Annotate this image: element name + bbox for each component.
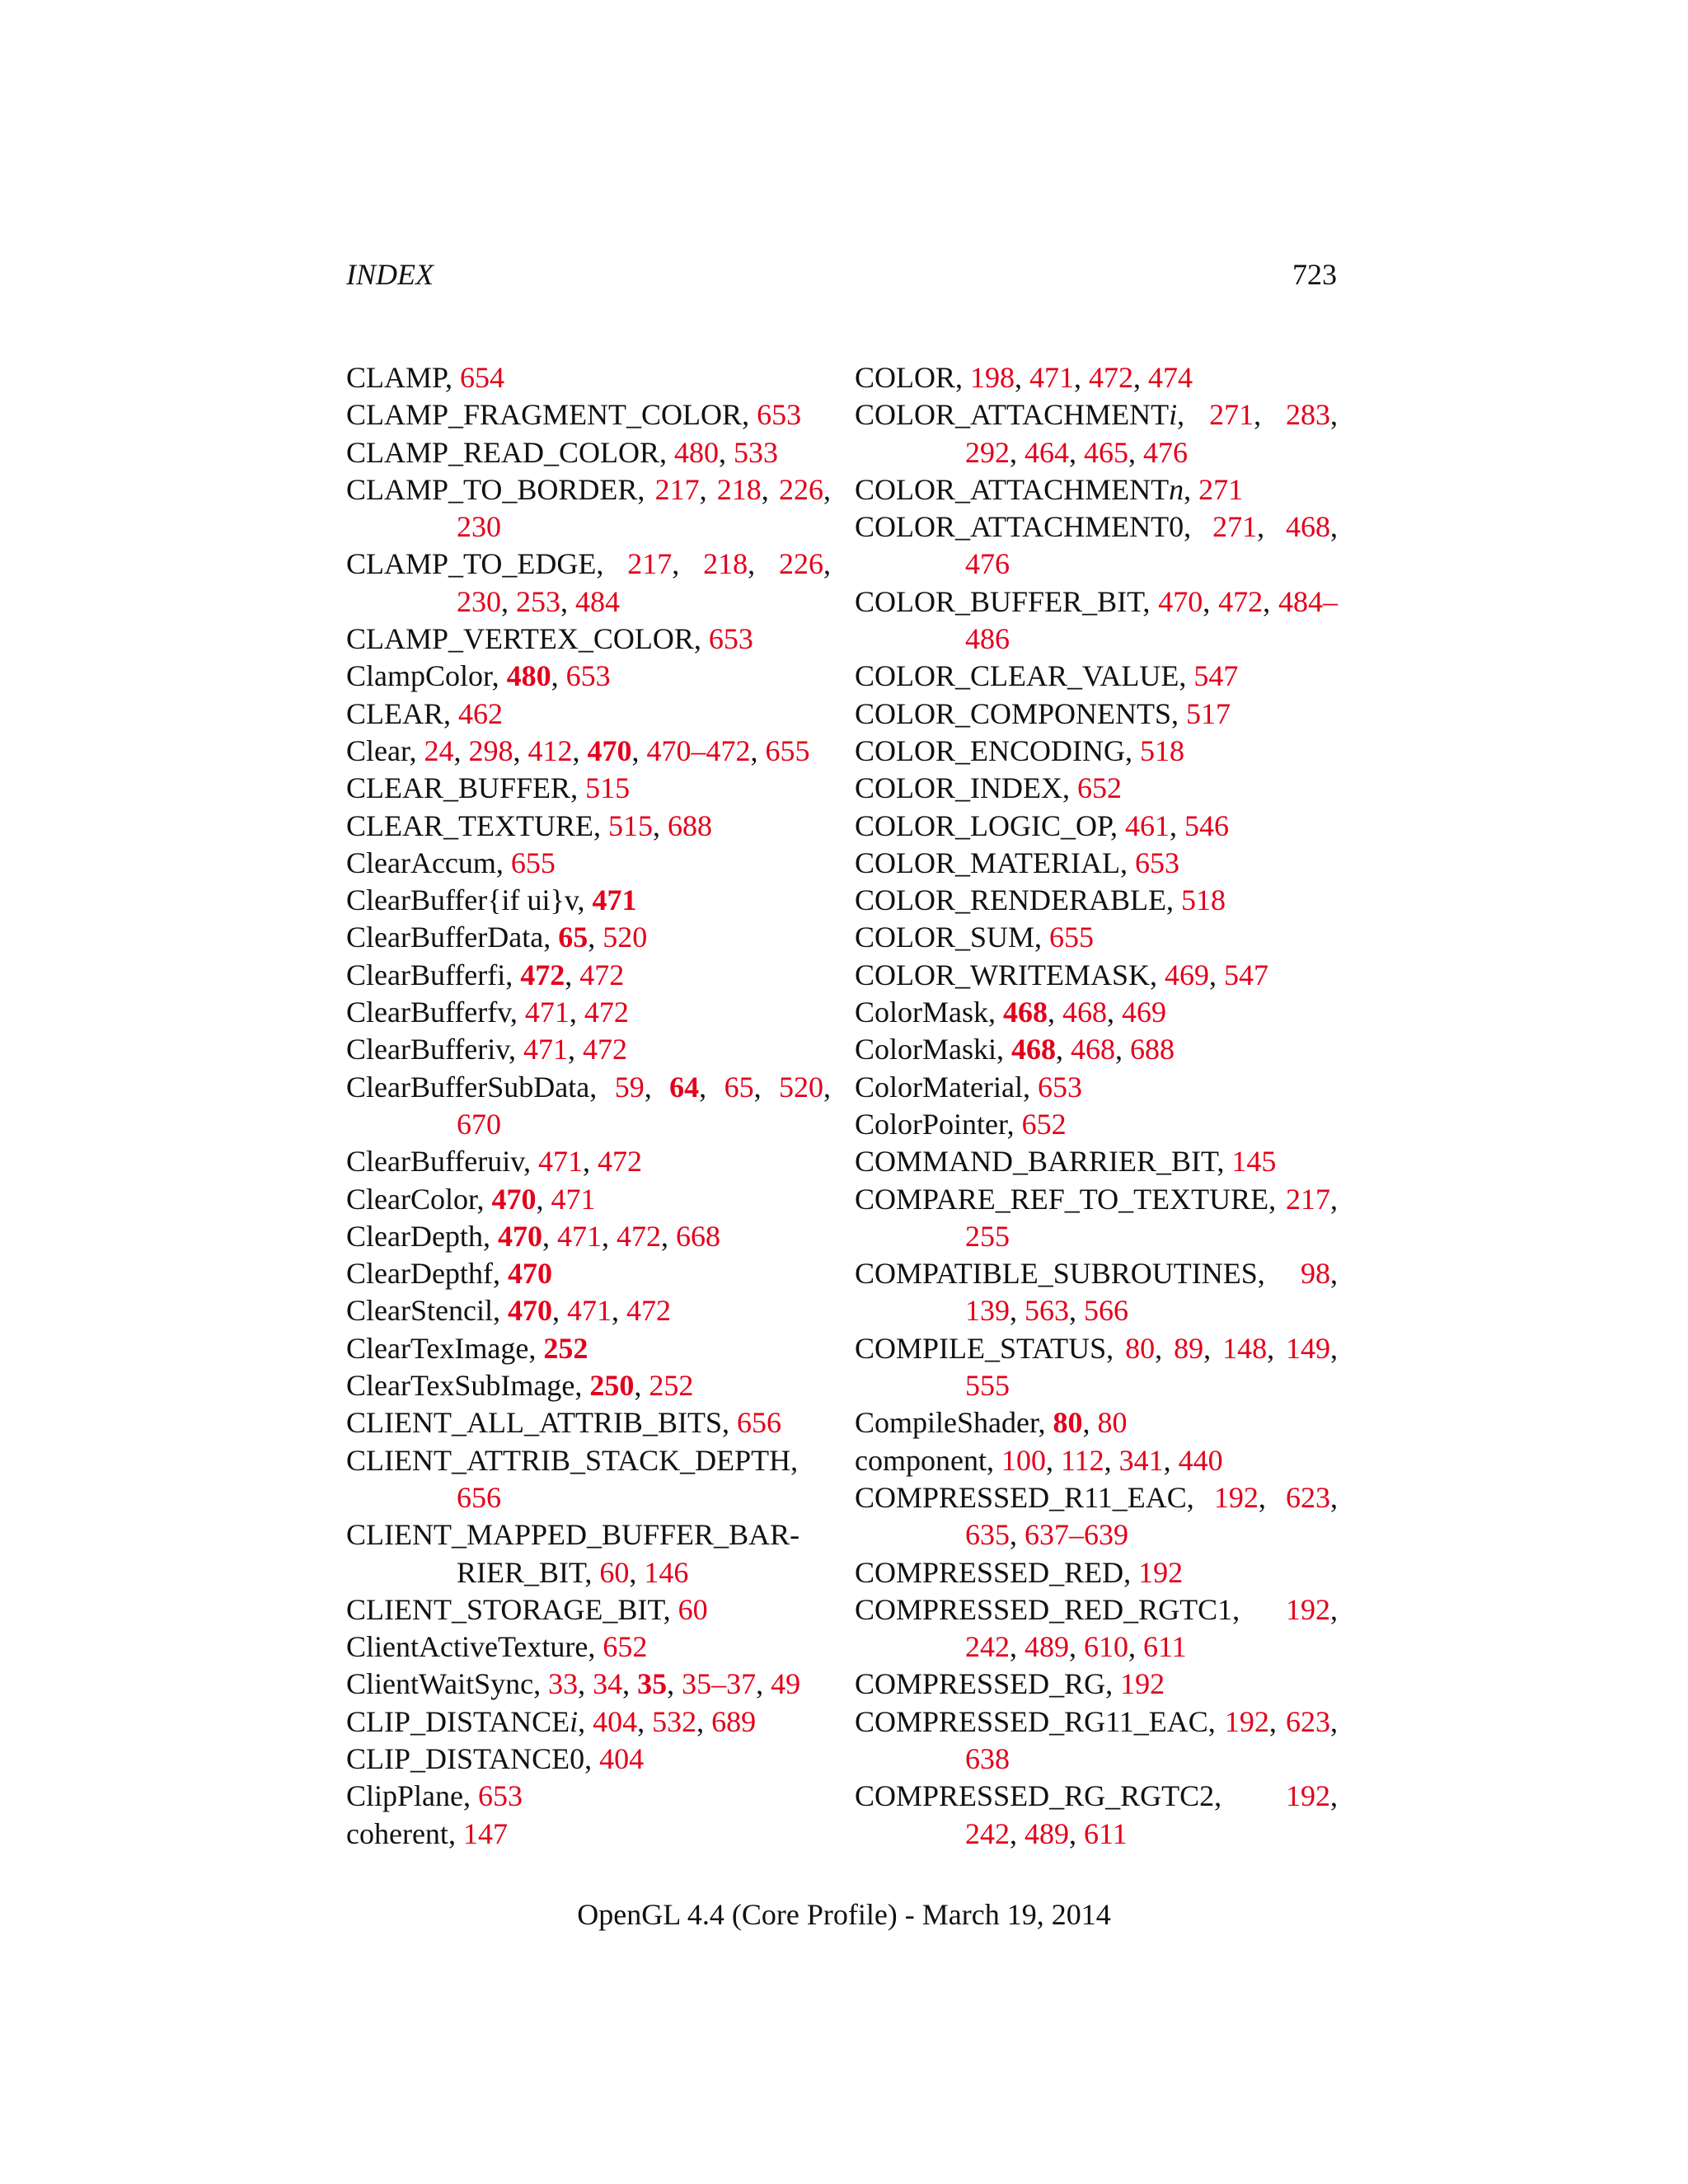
page-link[interactable]: 146: [644, 1555, 689, 1589]
page-link[interactable]: 610: [1084, 1630, 1128, 1664]
page-link[interactable]: 489: [1025, 1816, 1069, 1850]
index-term: CLEAR_TEXTURE: [346, 808, 593, 842]
page-link[interactable]: 489: [1025, 1630, 1069, 1664]
index-entry: CLAMP_TO_EDGE, 217, 218, 226, 230, 253, 484: [346, 547, 832, 618]
index-term: ClearBufferiv: [346, 1033, 509, 1066]
page-link[interactable]: 253: [516, 584, 560, 618]
page-link[interactable]: 147: [462, 1816, 508, 1850]
index-term: COLOR_RENDERABLE: [855, 883, 1166, 917]
index-entry: ClearBuffer{if ui}v, 471: [346, 883, 637, 917]
page-link[interactable]: 480: [674, 435, 720, 469]
index-term: ClearStencil: [346, 1294, 493, 1328]
index-entry: ClearAccum, 655: [346, 846, 556, 879]
page-link[interactable]: 145: [1231, 1145, 1277, 1179]
index-term: ClearAccum: [346, 846, 496, 879]
page-link[interactable]: 472: [616, 1219, 661, 1253]
page-link-definition[interactable]: 468: [1003, 996, 1048, 1029]
index-entry: COLOR, 198, 471, 472, 474: [855, 361, 1193, 394]
page-link[interactable]: 404: [593, 1704, 638, 1738]
page-link[interactable]: 192: [1286, 1779, 1330, 1813]
page-link[interactable]: 472: [626, 1294, 671, 1328]
index-term: ClearBufferData: [346, 921, 544, 954]
page-link[interactable]: 555: [965, 1369, 1010, 1403]
index-term: COLOR_CLEAR_VALUE: [855, 659, 1179, 693]
page-link[interactable]: 472: [584, 996, 629, 1029]
index-term: COMPRESSED_RG: [855, 1667, 1106, 1701]
index-term-variable: i: [1169, 398, 1178, 432]
page-link-definition[interactable]: 80: [1053, 1406, 1083, 1440]
page-link[interactable]: 688: [1130, 1033, 1175, 1066]
page-link[interactable]: 472: [597, 1145, 642, 1179]
index-entry: ClearBufferfv, 471, 472: [346, 996, 629, 1029]
index-term: ClipPlane: [346, 1779, 463, 1813]
index-entry: ClearBufferSubData, 59, 64, 65, 520, 670: [346, 1070, 831, 1141]
page-link[interactable]: 112: [1060, 1443, 1104, 1477]
page-link[interactable]: 652: [603, 1630, 648, 1664]
page-link[interactable]: 230: [457, 510, 501, 544]
index-term: ClearTexSubImage: [346, 1369, 575, 1403]
index-term: CLAMP_FRAGMENT_COLOR: [346, 398, 743, 432]
page-link[interactable]: 515: [585, 771, 631, 805]
index-entry: CLAMP, 654: [346, 361, 505, 394]
page-link[interactable]: 461: [1125, 808, 1170, 842]
page-link[interactable]: 218: [716, 472, 762, 506]
page-link[interactable]: 470–472: [646, 733, 751, 767]
index-entry: ClientWaitSync, 33, 34, 35, 35–37, 49: [346, 1667, 801, 1701]
page-link[interactable]: 255: [965, 1219, 1010, 1253]
page-link[interactable]: 465: [1084, 435, 1128, 469]
page-link[interactable]: 668: [675, 1219, 720, 1253]
page-link[interactable]: 635: [965, 1518, 1010, 1552]
index-entry: ClearTexSubImage, 250, 252: [346, 1369, 694, 1403]
index-entry: COLOR_LOGIC_OP, 461, 546: [855, 808, 1230, 842]
page-link[interactable]: 226: [779, 472, 823, 506]
page-link[interactable]: 638: [965, 1741, 1010, 1775]
index-entry: ClearBufferfi, 472, 472: [346, 958, 625, 991]
index-term: CLIENT_ALL_ATTRIB_BITS: [346, 1406, 722, 1440]
page-link[interactable]: 412: [528, 733, 573, 767]
index-entry: COMPRESSED_RG, 192: [855, 1667, 1165, 1701]
page-link-definition[interactable]: 470: [497, 1219, 542, 1253]
page-link-definition[interactable]: 470: [587, 733, 632, 767]
index-entry: ClearDepthf, 470: [346, 1257, 552, 1291]
page-link[interactable]: 464: [1025, 435, 1069, 469]
page-link[interactable]: 517: [1186, 696, 1231, 730]
page-link[interactable]: 468: [1071, 1033, 1116, 1066]
page-link[interactable]: 80: [1125, 1331, 1156, 1365]
index-term: coherent: [346, 1816, 448, 1850]
page-link[interactable]: 670: [457, 1107, 501, 1141]
page-link[interactable]: 655: [510, 846, 556, 879]
page-link[interactable]: 484–486: [965, 584, 1339, 656]
index-term: CLAMP_TO_EDGE: [346, 547, 597, 581]
index-entry: COMPRESSED_RG11_EAC, 192, 623, 638: [855, 1704, 1338, 1775]
page-link[interactable]: 471: [524, 996, 570, 1029]
index-entry: COLOR_ATTACHMENTi, 271, 283, 292, 464, 465, 476: [855, 398, 1339, 469]
page-link[interactable]: 217: [1286, 1182, 1330, 1216]
index-term: COLOR_ATTACHMENT: [855, 398, 1170, 432]
page-link[interactable]: 470: [1158, 584, 1203, 618]
page-link[interactable]: 192: [1120, 1667, 1165, 1701]
index-entry: CLEAR_BUFFER, 515: [346, 771, 631, 805]
page-link[interactable]: 518: [1181, 883, 1226, 917]
page-link[interactable]: 652: [1076, 771, 1122, 805]
index-entry: CLIP_DISTANCEi, 404, 532, 689: [346, 1704, 757, 1738]
page-link[interactable]: 688: [667, 808, 712, 842]
page-link[interactable]: 226: [779, 547, 824, 581]
index-entry: COLOR_WRITEMASK, 469, 547: [855, 958, 1268, 991]
index-term: COMPATIBLE_SUBROUTINES: [855, 1257, 1258, 1291]
page-link[interactable]: 653: [757, 398, 802, 432]
page-link[interactable]: 341: [1118, 1443, 1164, 1477]
page-link[interactable]: 653: [565, 659, 611, 693]
page-link[interactable]: 192: [1286, 1592, 1330, 1626]
page-link[interactable]: 34: [593, 1667, 623, 1701]
index-entry: CLEAR, 462: [346, 696, 504, 730]
index-term: CLEAR_BUFFER: [346, 771, 571, 805]
page-link[interactable]: 472: [579, 958, 625, 991]
index-entry: COMPRESSED_RED, 192: [855, 1555, 1184, 1589]
index-entry: COLOR_ATTACHMENTn, 271: [855, 472, 1244, 506]
index-entry: CLEAR_TEXTURE, 515, 688: [346, 808, 712, 842]
page-link[interactable]: 60: [678, 1592, 708, 1626]
index-term: COMPILE_STATUS: [855, 1331, 1107, 1365]
page-link[interactable]: 148: [1222, 1331, 1268, 1365]
page-link[interactable]: 100: [1001, 1443, 1046, 1477]
page-link[interactable]: 192: [1213, 1480, 1259, 1514]
index-term: CLIENT_MAPPED_BUFFER_BAR-RIER_BIT: [346, 1518, 800, 1589]
index-entry: ColorMaski, 468, 468, 688: [855, 1033, 1175, 1066]
page-link[interactable]: 468: [1062, 996, 1107, 1029]
page-link[interactable]: 471: [556, 1219, 602, 1253]
page-link[interactable]: 689: [711, 1704, 757, 1738]
page-link-definition[interactable]: 470: [491, 1182, 537, 1216]
page-link[interactable]: 474: [1148, 361, 1193, 394]
page-link[interactable]: 471: [523, 1033, 568, 1066]
index-entry: COMPILE_STATUS, 80, 89, 148, 149, 555: [855, 1331, 1339, 1403]
index-entry: CLIENT_ATTRIB_STACK_DEPTH, 656: [346, 1443, 799, 1514]
index-term: ClearTexImage: [346, 1331, 529, 1365]
page-number: 723: [1292, 258, 1337, 291]
page-link[interactable]: 472: [582, 1033, 627, 1066]
index-column-left: [346, 359, 831, 1853]
page-link[interactable]: 469: [1165, 958, 1209, 991]
index-term: COMPRESSED_RED: [855, 1555, 1124, 1589]
page-link[interactable]: 35–37: [682, 1667, 757, 1701]
page-link[interactable]: 242: [965, 1816, 1010, 1850]
page-link-definition[interactable]: 472: [520, 958, 565, 991]
index-entry: COLOR_ENCODING, 518: [855, 733, 1184, 767]
index-entry: COLOR_MATERIAL, 653: [855, 846, 1179, 879]
running-head: [346, 257, 1337, 298]
page-link[interactable]: 252: [649, 1369, 694, 1403]
page-link[interactable]: 520: [779, 1070, 823, 1104]
page-link-definition[interactable]: 480: [506, 659, 551, 693]
index-term: COLOR_COMPONENTS: [855, 696, 1172, 730]
page-link[interactable]: 566: [1084, 1294, 1128, 1328]
index-term: ClearBufferuiv: [346, 1145, 523, 1179]
index-entry: ClearBufferiv, 471, 472: [346, 1033, 627, 1066]
page-link[interactable]: 198: [970, 361, 1015, 394]
index-entry: CLAMP_READ_COLOR, 480, 533: [346, 435, 779, 469]
page-link[interactable]: 33: [548, 1667, 579, 1701]
index-term: ColorMaski: [855, 1033, 997, 1066]
page-link[interactable]: 520: [603, 921, 648, 954]
page-link-definition[interactable]: 35: [637, 1667, 668, 1701]
index-entry: CLAMP_VERTEX_COLOR, 653: [346, 622, 753, 656]
index-entry: ClearBufferuiv, 471, 472: [346, 1145, 642, 1179]
index-entry: COLOR_RENDERABLE, 518: [855, 883, 1226, 917]
index-term: CLAMP_READ_COLOR: [346, 435, 660, 469]
index-term: COMPRESSED_RED_RGTC1: [855, 1592, 1233, 1626]
index-entry: ColorMask, 468, 468, 469: [855, 996, 1166, 1029]
page-link[interactable]: 515: [607, 808, 653, 842]
page-link[interactable]: 471: [566, 1294, 612, 1328]
index-entry: COMPRESSED_RED_RGTC1, 192, 242, 489, 610, 611: [855, 1592, 1338, 1664]
page-link[interactable]: 462: [458, 696, 504, 730]
index-entry: COLOR_ATTACHMENT0, 271, 468, 476: [855, 510, 1338, 581]
index-term: COLOR_INDEX: [855, 771, 1062, 805]
page-link[interactable]: 49: [771, 1667, 801, 1701]
index-entry: ClearTexImage, 252: [346, 1331, 588, 1365]
page-link[interactable]: 484: [575, 584, 620, 618]
index-entry: CLIP_DISTANCE0, 404: [346, 1741, 645, 1775]
page-link[interactable]: 218: [703, 547, 748, 581]
index-term: COLOR_MATERIAL: [855, 846, 1120, 879]
index-entry: ClearStencil, 470, 471, 472: [346, 1294, 671, 1328]
index-term: ClearBufferfv: [346, 996, 510, 1029]
index-term: COMPRESSED_R11_EAC: [855, 1480, 1187, 1514]
page-link[interactable]: 611: [1084, 1816, 1128, 1850]
page-link[interactable]: 532: [652, 1704, 697, 1738]
index-entry: CLIENT_STORAGE_BIT, 60: [346, 1592, 708, 1626]
index-entry: COMPARE_REF_TO_TEXTURE, 217, 255: [855, 1182, 1338, 1253]
page-link[interactable]: 611: [1143, 1630, 1187, 1664]
index-term: ColorPointer: [855, 1107, 1007, 1141]
page-link[interactable]: 471: [1029, 361, 1075, 394]
page-link[interactable]: 563: [1025, 1294, 1069, 1328]
page-link-definition[interactable]: 64: [669, 1070, 700, 1104]
index-entry: COLOR_CLEAR_VALUE, 547: [855, 659, 1239, 693]
page-footer: OpenGL 4.4 (Core Profile) - March 19, 2014: [577, 1898, 1111, 1931]
page-link[interactable]: 230: [457, 584, 501, 618]
index-entry: CLIENT_MAPPED_BUFFER_BAR-RIER_BIT, 60, 146: [346, 1518, 800, 1589]
page-link[interactable]: 653: [1037, 1070, 1082, 1104]
index-entry: COLOR_COMPONENTS, 517: [855, 696, 1231, 730]
index-term: CLIENT_ATTRIB_STACK_DEPTH: [346, 1443, 791, 1477]
index-entry: CLAMP_TO_BORDER, 217, 218, 226, 230: [346, 472, 831, 544]
page-link[interactable]: 217: [654, 472, 700, 506]
index-term: CLAMP: [346, 361, 446, 394]
section-title: INDEX: [346, 258, 434, 291]
index-entry: CLAMP_FRAGMENT_COLOR, 653: [346, 398, 802, 432]
page-link[interactable]: 623: [1286, 1480, 1330, 1514]
page-link-definition[interactable]: 470: [507, 1294, 552, 1328]
page-link[interactable]: 139: [965, 1294, 1010, 1328]
page-link[interactable]: 468: [1286, 510, 1330, 544]
index-term: ColorMask: [855, 996, 988, 1029]
index-term: ClearDepthf: [346, 1257, 493, 1291]
page-link[interactable]: 24: [424, 733, 454, 767]
page-link[interactable]: 60: [599, 1555, 630, 1589]
page-link[interactable]: 292: [965, 435, 1010, 469]
index-term: COMMAND_BARRIER_BIT: [855, 1145, 1217, 1179]
page-link[interactable]: 298: [468, 733, 513, 767]
index-entry: COLOR_SUM, 655: [855, 921, 1095, 954]
index-entry: ClientActiveTexture, 652: [346, 1630, 648, 1664]
index-term: ClearDepth: [346, 1219, 483, 1253]
page-link[interactable]: 472: [1089, 361, 1134, 394]
page-link[interactable]: 404: [599, 1741, 645, 1775]
page-link[interactable]: 476: [1143, 435, 1188, 469]
index-term: ClearBufferSubData: [346, 1070, 590, 1104]
page-link[interactable]: 471: [551, 1182, 596, 1216]
index-term: COMPRESSED_RG_RGTC2: [855, 1779, 1215, 1813]
index-term: CLIP_DISTANCE: [346, 1704, 570, 1738]
page-link[interactable]: 637–639: [1025, 1518, 1128, 1552]
page-link[interactable]: 547: [1193, 659, 1239, 693]
index-entry: COLOR_BUFFER_BIT, 470, 472, 484–486: [855, 584, 1339, 656]
page-link-definition[interactable]: 471: [592, 883, 637, 917]
index-entry: COMMAND_BARRIER_BIT, 145: [855, 1145, 1277, 1179]
index-term: ColorMaterial: [855, 1070, 1023, 1104]
index-term: COLOR_ENCODING: [855, 733, 1125, 767]
page-link[interactable]: 654: [460, 361, 505, 394]
index-term: COMPRESSED_RG11_EAC: [855, 1704, 1208, 1738]
index-entry: ClearBufferData, 65, 520: [346, 921, 648, 954]
index-term: ClientActiveTexture: [346, 1630, 588, 1664]
index-term: ClearColor: [346, 1182, 477, 1216]
page-link[interactable]: 242: [965, 1630, 1010, 1664]
index-term-variable: i: [570, 1704, 579, 1738]
page-link[interactable]: 655: [1049, 921, 1095, 954]
index-term-variable: n: [1169, 472, 1184, 506]
index-entry: ClearColor, 470, 471: [346, 1182, 596, 1216]
page-link[interactable]: 80: [1097, 1406, 1128, 1440]
page-link[interactable]: 217: [627, 547, 673, 581]
page-link[interactable]: 440: [1178, 1443, 1223, 1477]
index-term: CLAMP_TO_BORDER: [346, 472, 638, 506]
index-term: COLOR_SUM: [855, 921, 1035, 954]
page-link[interactable]: 271: [1198, 472, 1244, 506]
index-entry: COMPRESSED_R11_EAC, 192, 623, 635, 637–639: [855, 1480, 1338, 1552]
page-link[interactable]: 652: [1021, 1107, 1067, 1141]
index-entry: CompileShader, 80, 80: [855, 1406, 1128, 1440]
page-link-definition[interactable]: 468: [1011, 1033, 1057, 1066]
index-entry: ClampColor, 480, 653: [346, 659, 611, 693]
page-link[interactable]: 476: [965, 547, 1010, 581]
page-link[interactable]: 656: [736, 1406, 781, 1440]
index-entry: ColorPointer, 652: [855, 1107, 1067, 1141]
index-term: COLOR_BUFFER_BIT: [855, 584, 1143, 618]
page-link[interactable]: 655: [765, 733, 810, 767]
page-link[interactable]: 653: [708, 622, 753, 656]
page-link[interactable]: 547: [1224, 958, 1268, 991]
index-entry: COLOR_INDEX, 652: [855, 771, 1122, 805]
page-link[interactable]: 653: [1135, 846, 1179, 879]
index-entry: COMPRESSED_RG_RGTC2, 192, 242, 489, 611: [855, 1779, 1338, 1850]
page-link-definition[interactable]: 250: [589, 1369, 635, 1403]
page-link[interactable]: 271: [1209, 398, 1254, 432]
index-term: CLEAR: [346, 696, 444, 730]
index-term: CLIP_DISTANCE0: [346, 1741, 585, 1775]
page-link[interactable]: 283: [1286, 398, 1331, 432]
page-link[interactable]: 653: [478, 1779, 523, 1813]
index-term: Clear: [346, 733, 410, 767]
index-term: COLOR_WRITEMASK: [855, 958, 1150, 991]
page-link[interactable]: 656: [457, 1480, 501, 1514]
page-link[interactable]: 271: [1212, 510, 1258, 544]
index-term: ClientWaitSync: [346, 1667, 534, 1701]
page-link-definition[interactable]: 470: [507, 1257, 552, 1291]
index-entry: CLIENT_ALL_ATTRIB_BITS, 656: [346, 1406, 781, 1440]
page-link[interactable]: 518: [1140, 733, 1184, 767]
page-link[interactable]: 471: [537, 1145, 583, 1179]
index-term: COLOR: [855, 361, 956, 394]
index-term: COMPARE_REF_TO_TEXTURE: [855, 1182, 1269, 1216]
page-link[interactable]: 192: [1138, 1555, 1184, 1589]
page-link[interactable]: 149: [1286, 1331, 1331, 1365]
page-link[interactable]: 546: [1184, 808, 1230, 842]
index-term: ClearBufferfi: [346, 958, 506, 991]
index-term: COLOR_LOGIC_OP: [855, 808, 1111, 842]
index-entry: COMPATIBLE_SUBROUTINES, 98, 139, 563, 566: [855, 1257, 1338, 1328]
index-term: COLOR_ATTACHMENT: [855, 472, 1170, 506]
index-term: COLOR_ATTACHMENT0: [855, 510, 1184, 544]
index-term: CLAMP_VERTEX_COLOR: [346, 622, 694, 656]
index-entry: ClearDepth, 470, 471, 472, 668: [346, 1219, 720, 1253]
page-link[interactable]: 65: [724, 1070, 754, 1104]
page-link[interactable]: 472: [1218, 584, 1264, 618]
page-link-definition[interactable]: 65: [558, 921, 588, 954]
index-entry: component, 100, 112, 341, 440: [855, 1443, 1223, 1477]
page-link[interactable]: 98: [1301, 1257, 1330, 1291]
index-column-right: [855, 359, 1338, 1853]
page-link[interactable]: 533: [734, 435, 779, 469]
page-link[interactable]: 192: [1224, 1704, 1269, 1738]
index-term: ClampColor: [346, 659, 492, 693]
index-entry: ClipPlane, 653: [346, 1779, 523, 1813]
index-term: CompileShader: [855, 1406, 1039, 1440]
index-term: component: [855, 1443, 987, 1477]
page-link[interactable]: 59: [614, 1070, 645, 1104]
page-link[interactable]: 89: [1174, 1331, 1204, 1365]
index-term: ClearBuffer{if ui}v: [346, 883, 578, 917]
index-term: CLIENT_STORAGE_BIT: [346, 1592, 663, 1626]
page-link[interactable]: 469: [1122, 996, 1166, 1029]
index-entry: coherent, 147: [346, 1816, 508, 1850]
index-entry: Clear, 24, 298, 412, 470, 470–472, 655: [346, 733, 810, 767]
page-link-definition[interactable]: 252: [543, 1331, 588, 1365]
index-entry: ColorMaterial, 653: [855, 1070, 1082, 1104]
page-link[interactable]: 623: [1286, 1704, 1330, 1738]
